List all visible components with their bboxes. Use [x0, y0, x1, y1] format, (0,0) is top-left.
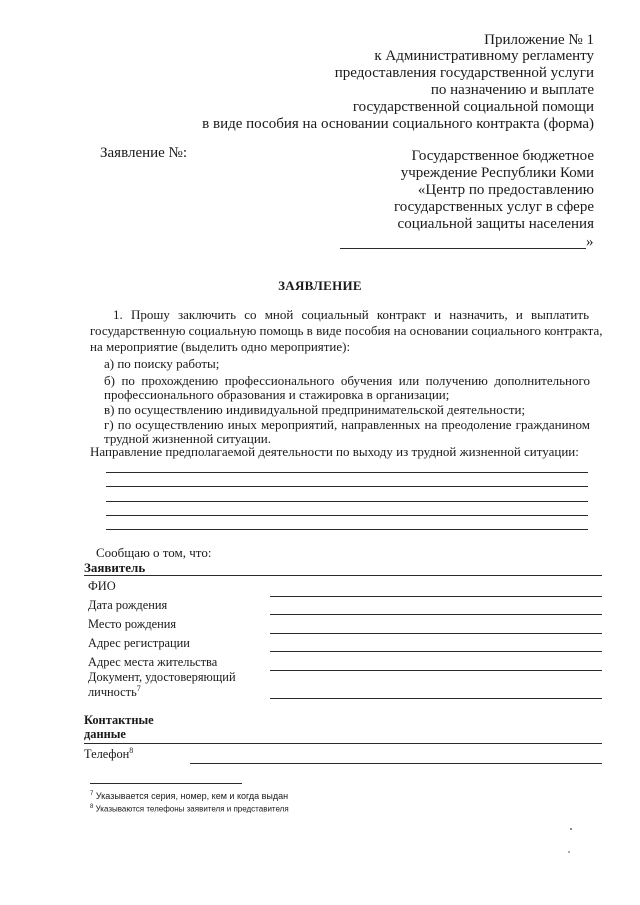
- field-label-phone: [84, 746, 133, 762]
- field-label-birth-date: Дата рождения: [88, 598, 168, 612]
- footnote-7-text: Указывается серия, номер, кем и когда выдан: [95, 791, 289, 801]
- field-label-fio: ФИО: [88, 579, 116, 593]
- option-g-line-1: г) по осуществлению иных мероприятий, направленных на преодоление гражданином: [104, 417, 590, 432]
- field-label-birth-place: Место рождения: [88, 617, 177, 631]
- recipient-close-quote: »: [586, 234, 594, 250]
- recipient-line-5: социальной защиты населения: [397, 216, 594, 232]
- appendix-line-3: предоставления государственной услуги: [334, 65, 594, 81]
- field-line-live-address: [270, 670, 602, 671]
- applicant-intro: Сообщаю о том, что:: [96, 545, 212, 560]
- recipient-line-4: государственных услуг в сфере: [394, 199, 594, 215]
- footnote-8: [90, 804, 289, 814]
- scan-speck: [568, 851, 570, 853]
- option-b-line-2: профессионального образования и стажировка в организации;: [104, 387, 450, 402]
- para1-line-2: государственную социальную помощь в виде пособия на основании социального контракта,: [90, 323, 603, 338]
- field-line-fio: [270, 596, 602, 597]
- field-label-id-doc-line-2: [88, 684, 141, 700]
- field-label-id-doc-text: личность: [88, 685, 137, 700]
- applicant-header-rule: [84, 575, 602, 576]
- para1-line-1: 1. Прошу заключить со мной социальный контракт и назначить, и выплатить: [113, 307, 589, 322]
- appendix-line-5: государственной социальной помощи: [352, 99, 594, 115]
- footnote-8-mark: 8: [90, 804, 94, 810]
- document-title: ЗАЯВЛЕНИЕ: [278, 278, 362, 293]
- footnote-ref-8: 8: [129, 746, 134, 755]
- field-line-reg-address: [270, 651, 602, 652]
- field-line-phone: [190, 763, 602, 764]
- appendix-line-2: к Административному регламенту: [374, 48, 594, 64]
- recipient-line-3: «Центр по предоставлению: [417, 182, 594, 198]
- field-line-birth-date: [270, 614, 602, 615]
- field-label-id-doc-line-1: Документ, удостоверяющий: [88, 670, 236, 684]
- option-b-line-1: б) по прохождению профессионального обучения или получению дополнительного: [104, 373, 590, 388]
- footnote-7: [90, 791, 288, 801]
- scan-speck: [570, 828, 572, 830]
- appendix-line-1: Приложение № 1: [484, 32, 594, 48]
- direction-blank-line: [106, 501, 588, 502]
- footnote-ref-7: 7: [136, 684, 141, 693]
- field-label-phone-text: Телефон: [84, 747, 130, 762]
- para1-line-3: на мероприятие (выделить одно мероприятие):: [90, 339, 351, 354]
- option-v: в) по осуществлению индивидуальной предпринимательской деятельности;: [104, 402, 526, 417]
- option-a: а) по поиску работы;: [104, 356, 220, 371]
- direction-blank-line: [106, 529, 588, 530]
- contacts-title-line-2: данные: [84, 727, 126, 741]
- field-label-reg-address: Адрес регистрации: [88, 636, 190, 650]
- field-line-birth-place: [270, 633, 602, 634]
- application-number-label: Заявление №:: [100, 145, 188, 161]
- field-label-live-address: Адрес места жительства: [88, 655, 218, 669]
- option-g-line-2: трудной жизненной ситуации.: [104, 431, 272, 446]
- recipient-line-1: Государственное бюджетное: [411, 148, 594, 164]
- recipient-line-2: учреждение Республики Коми: [400, 165, 594, 181]
- appendix-line-6: в виде пособия на основании социального контракта (форма): [202, 116, 594, 132]
- footnote-8-text: Указываются телефоны заявителя и представителя: [95, 804, 289, 814]
- footnote-separator: [90, 783, 242, 784]
- direction-blank-line: [106, 515, 588, 516]
- field-line-id-doc: [270, 698, 602, 699]
- recipient-blank-line: [340, 248, 586, 249]
- contacts-header-rule: [84, 743, 602, 744]
- direction-label: Направление предполагаемой деятельности по выходу из трудной жизненной ситуации:: [90, 444, 579, 459]
- applicant-section-title: Заявитель: [84, 560, 146, 575]
- appendix-line-4: по назначению и выплате: [430, 82, 594, 98]
- direction-blank-line: [106, 472, 588, 473]
- footnote-7-mark: 7: [90, 791, 94, 797]
- contacts-title-line-1: Контактные: [84, 713, 154, 727]
- direction-blank-line: [106, 486, 588, 487]
